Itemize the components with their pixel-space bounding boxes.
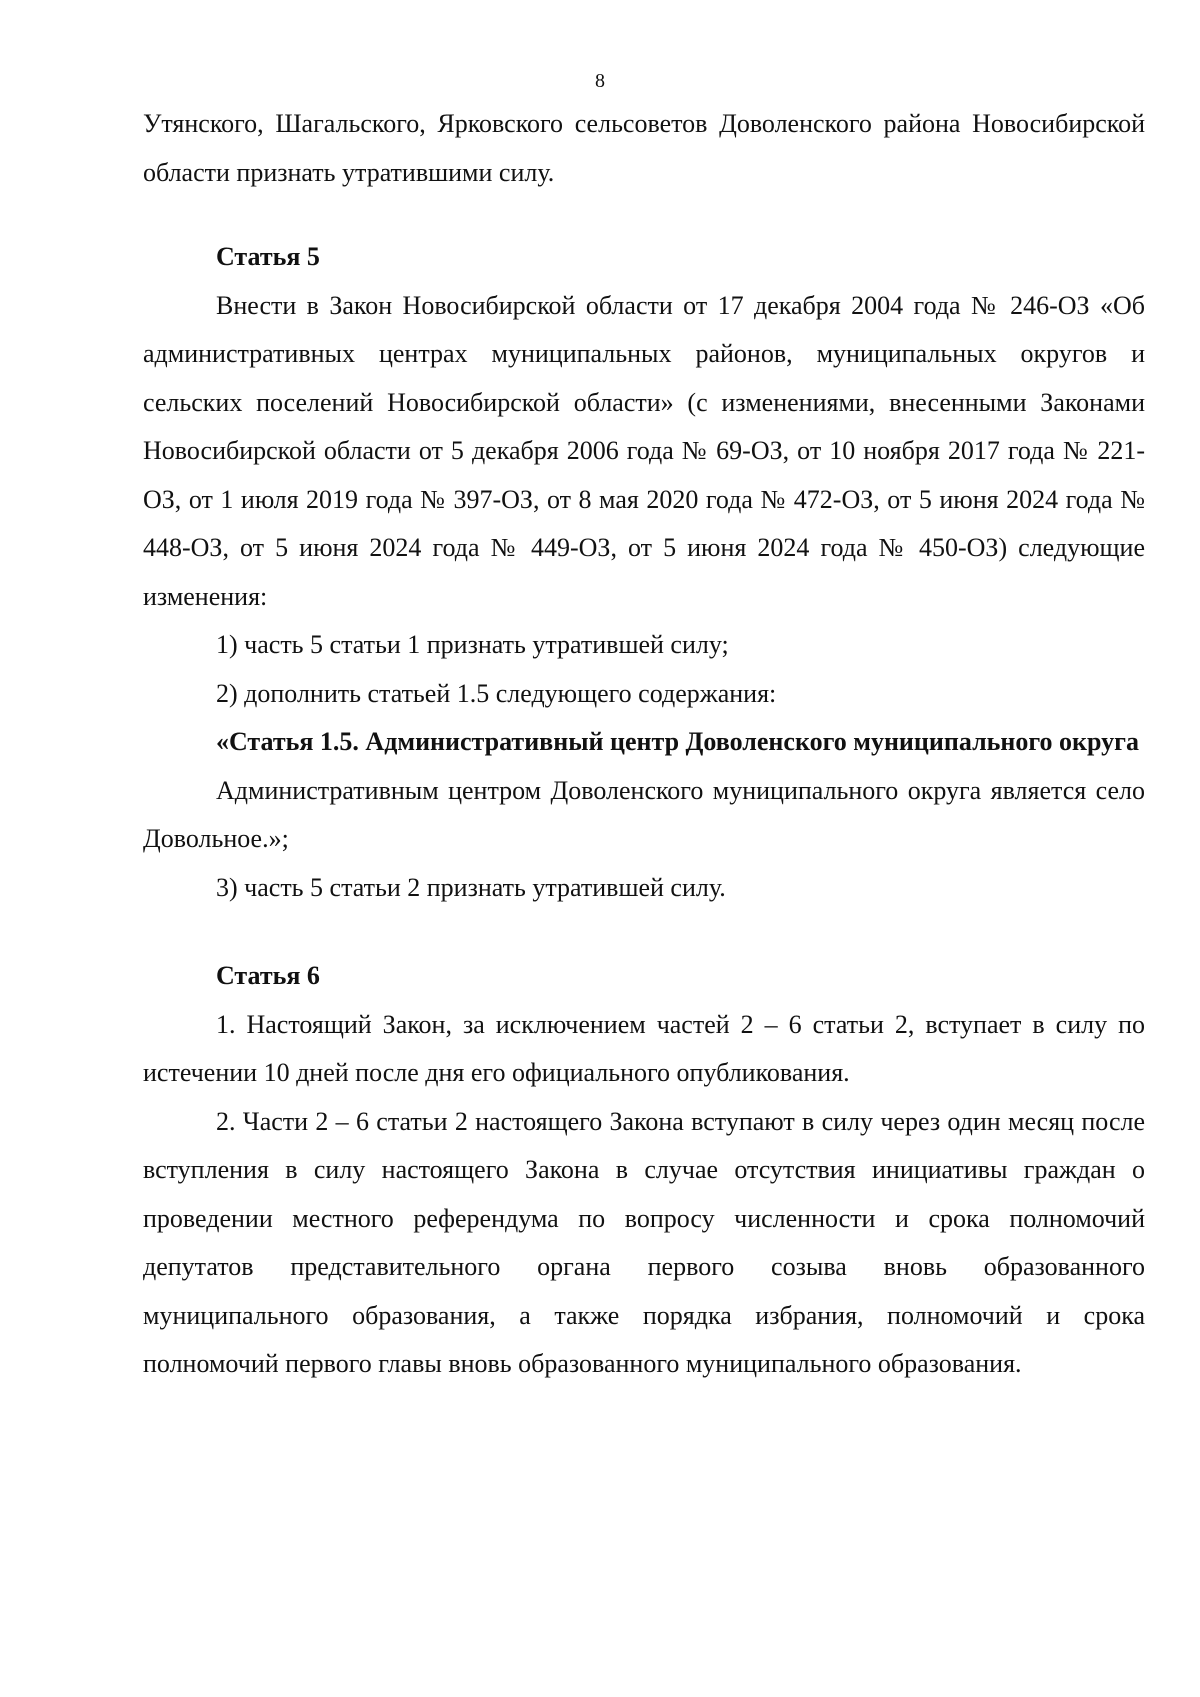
article-5-heading: Статья 5 [216, 242, 320, 271]
article-5-item-3: 3) часть 5 статьи 2 признать утратившей силу. [216, 872, 726, 902]
article-5 [143, 233, 1145, 912]
intro-block [143, 100, 1145, 197]
article-6-part-2: 2. Части 2 – 6 статьи 2 настоящего Закона вступают в силу через один месяц после вступления в силу настоящего Закона в случае отсутствия инициативы граждан о проведении местного референдума по вопросу численности и срока полномочий депутатов представительного органа первого созыва вновь образованного муниципального образования, а также порядка избрания, полномочий и срока полномочий первого главы вновь образованного муниципального образования. [143, 1106, 1145, 1378]
article-6-part-1: 1. Настоящий Закон, за исключением частей 2 – 6 статьи 2, вступает в силу по истечении 10 дней после дня его официального опубликования. [143, 1009, 1145, 1087]
article-6 [143, 952, 1145, 1389]
intro-continuation-paragraph: Утянского, Шагальского, Ярковского сельсоветов Доволенского района Новосибирской области признать утратившими силу. [143, 109, 1145, 187]
article-5-item-2: 2) дополнить статьей 1.5 следующего содержания: [216, 678, 777, 708]
article-6-heading: Статья 6 [216, 961, 320, 990]
article-5-intro-paragraph: Внести в Закон Новосибирской области от 17 декабря 2004 года № 246-ОЗ «Об административных центрах муниципальных районов, муниципальных округов и сельских поселений Новосибирской области» (с изменениями, внесенными Законами Новосибирской области от 5 декабря 2006 года № 69-ОЗ, от 10 ноября 2017 года № 221-ОЗ, от 1 июля 2019 года № 397-ОЗ, от 8 мая 2020 года № 472-ОЗ, от 5 июня 2024 года № 448-ОЗ, от 5 июня 2024 года № 449-ОЗ, от 5 июня 2024 года № 450-ОЗ) следующие изменения: [143, 290, 1145, 611]
page-number: 8 [595, 70, 605, 92]
new-article-1-5-text: Административным центром Доволенского муниципального округа является село Довольное.»; [143, 775, 1145, 853]
new-article-1-5-heading: «Статья 1.5. Административный центр Доволенского муниципального округа [216, 727, 1139, 756]
article-5-item-1: 1) часть 5 статьи 1 признать утратившей силу; [216, 630, 729, 659]
